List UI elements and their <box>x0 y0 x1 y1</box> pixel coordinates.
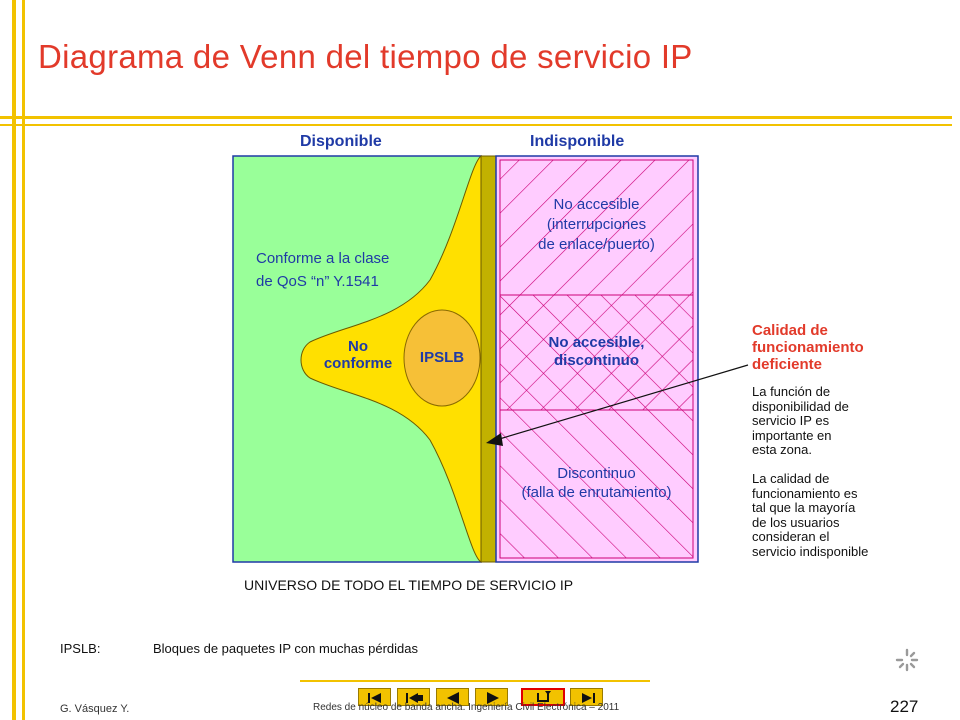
page-title: Diagrama de Venn del tiempo de servicio IP <box>38 38 693 75</box>
callout-heading: Calidad de funcionamiento deficiente <box>752 322 864 373</box>
label-conforme: Conforme a la clase de QoS “n” Y.1541 <box>256 250 390 290</box>
universe-caption: UNIVERSO DE TODO EL TIEMPO DE SERVICIO IP <box>244 577 574 593</box>
label-no-conforme: No conforme <box>323 338 393 372</box>
page-number: 227 <box>890 697 919 716</box>
label-no-accesible: No accesible (interrupciones de enlace/puerto) <box>538 196 655 253</box>
label-discontinuo: Discontinuo (falla de enrutamiento) <box>521 465 672 501</box>
callout-para-1: La función de disponibilidad de servicio IP es importante en esta zona. <box>752 384 849 457</box>
callout-para-2: La calidad de funcionamiento es tal que la mayoría de los usuarios consideran el servicio indisponible <box>752 471 869 559</box>
footer-author: G. Vásquez Y. <box>60 703 130 715</box>
header-unavailable: Indisponible <box>530 133 625 150</box>
header-available: Disponible <box>300 133 382 150</box>
legend-term: IPSLB: <box>60 641 101 656</box>
footer-course: Redes de núcleo de banda ancha. Ingeniería Civil Electrónica – 2011 <box>313 702 620 713</box>
label-ipslb: IPSLB <box>419 349 465 366</box>
spinner-icon <box>895 648 919 672</box>
label-no-accesible-discontinuo: No accesible, discontinuo <box>548 334 645 369</box>
legend-definition: Bloques de paquetes IP con muchas pérdidas <box>153 641 418 656</box>
